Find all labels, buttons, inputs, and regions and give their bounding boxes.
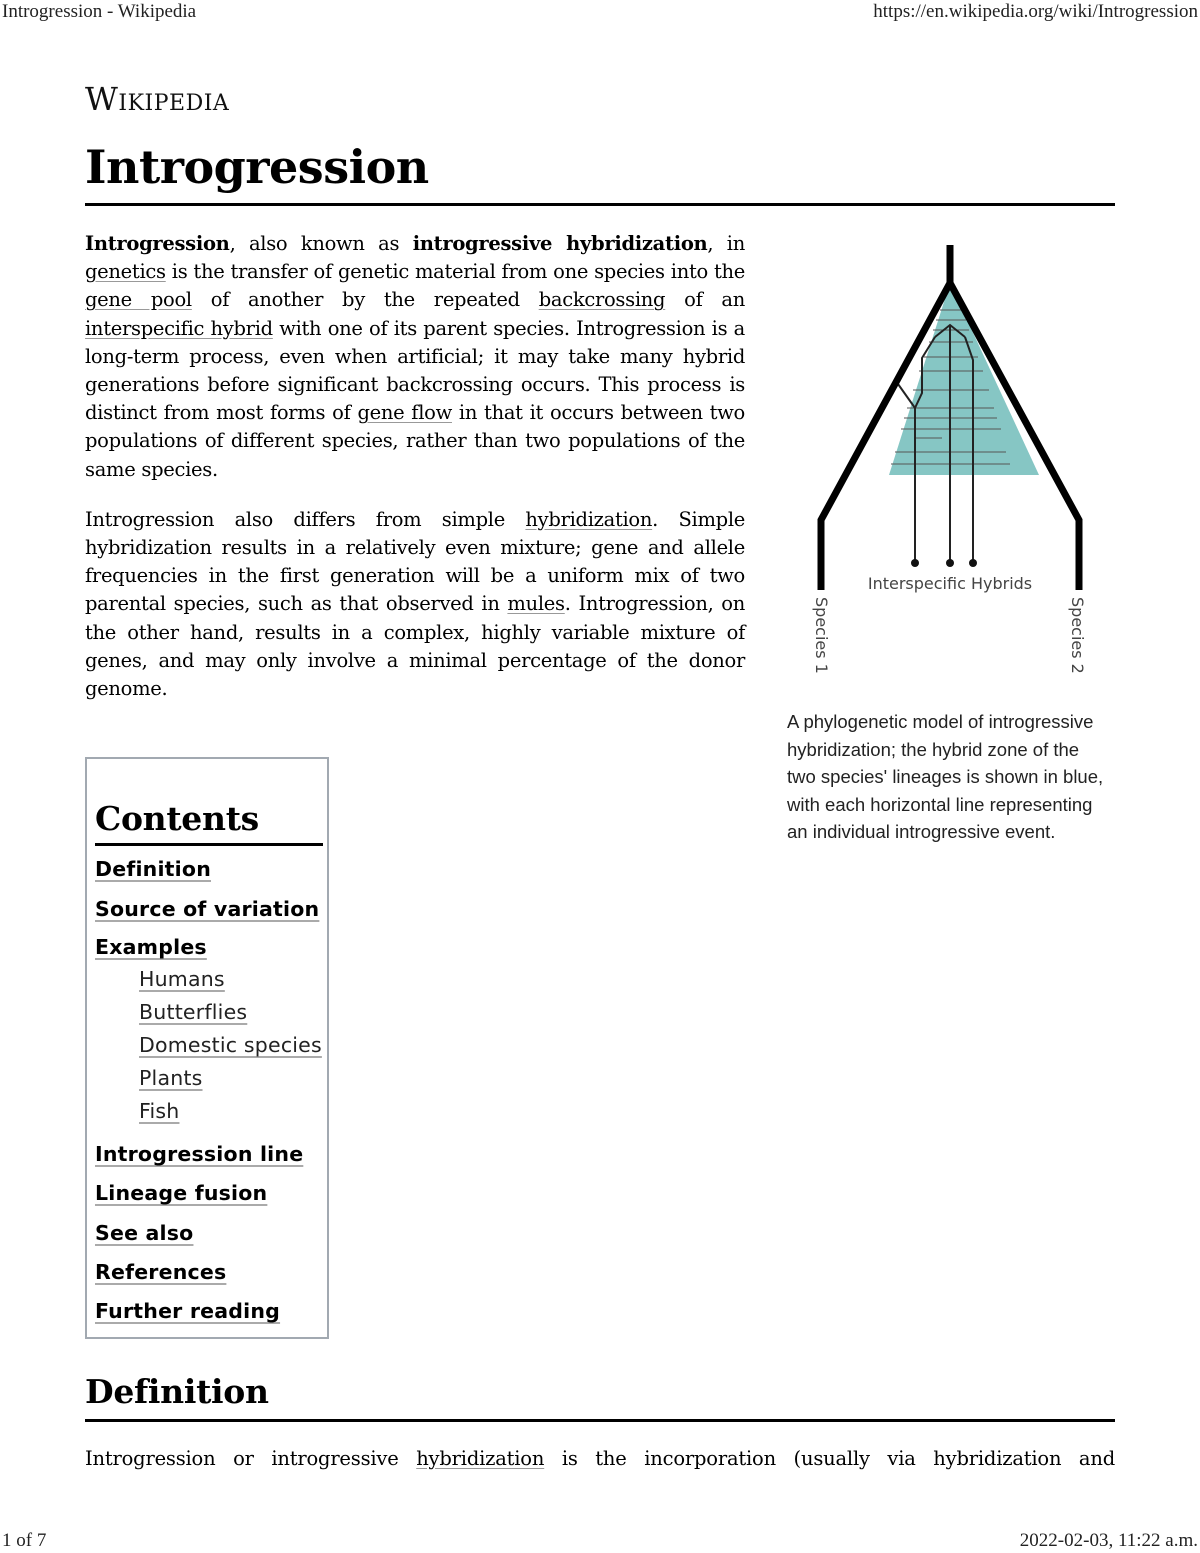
toc-divider (95, 843, 323, 846)
wikipedia-logo[interactable]: Wikipedia (85, 80, 230, 118)
link-backcrossing[interactable]: backcrossing (538, 288, 666, 312)
label-species-2: Species 2 (1068, 597, 1087, 674)
text: . Simple hybridization results in a relatively even mixture; gene and allele frequencies in the first generation will be a uniform mix of two parental species, such as that observed in (85, 507, 745, 616)
label-interspecific-hybrids: Interspecific Hybrids (867, 574, 1033, 593)
link-gene-flow[interactable]: gene flow (357, 401, 452, 425)
phylogenetic-diagram (800, 240, 1100, 690)
toc-title: Contents (95, 799, 259, 838)
page-title: Introgression (85, 140, 429, 194)
toc-item-references[interactable]: References (95, 1260, 227, 1284)
intro-paragraph-1 (85, 230, 745, 484)
print-header-url: https://en.wikipedia.org/wiki/Introgression (873, 1, 1198, 22)
toc-item-fish[interactable]: Fish (139, 1099, 180, 1123)
link-hybridization-2[interactable]: hybridization (416, 1447, 545, 1470)
article-intro (85, 230, 745, 703)
text: Introgression also differs from simple (85, 507, 526, 531)
print-footer-page: 1 of 7 (2, 1530, 47, 1551)
bold-term: Introgression (85, 232, 230, 255)
figure-caption: A phylogenetic model of introgressive hybridization; the hybrid zone of the two species' lineages is shown in blue, with each horizontal line representing an individual introgressive event. (787, 711, 1104, 842)
toc-item-see-also[interactable]: See also (95, 1221, 194, 1245)
hybrid-nodes (911, 559, 977, 567)
print-header-title: Introgression - Wikipedia (2, 1, 197, 22)
toc-item-definition[interactable]: Definition (95, 857, 211, 881)
text: is the transfer of genetic material from one species into the (165, 260, 745, 284)
text: Introgression or introgressive (85, 1447, 417, 1470)
toc-item-plants[interactable]: Plants (139, 1066, 203, 1090)
link-mules[interactable]: mules (507, 592, 565, 616)
toc-item-source-of-variation[interactable]: Source of variation (95, 897, 320, 921)
print-footer-datetime: 2022-02-03, 11:22 a.m. (1019, 1530, 1198, 1551)
text: in that it occurs between two populations of different species, rather than two populations of the same species. (85, 401, 745, 481)
link-gene-pool[interactable]: gene pool (85, 288, 192, 312)
text: of an (665, 288, 745, 312)
link-hybridization[interactable]: hybridization (525, 507, 653, 531)
table-of-contents (85, 757, 329, 1339)
section-divider (85, 1419, 1115, 1422)
title-divider (85, 203, 1115, 206)
link-interspecific-hybrid[interactable]: interspecific hybrid (85, 316, 273, 340)
text: with one of its parent species. Introgression is a long-term process, even when artificial; it may take many hybrid generations before significant backcrossing occurs. This process is distinct from most forms of (85, 316, 745, 425)
label-species-1: Species 1 (812, 597, 831, 674)
toc-item-butterflies[interactable]: Butterflies (139, 1000, 248, 1024)
phylogenetic-figure[interactable] (800, 240, 1100, 690)
text: , in (707, 232, 745, 255)
toc-item-domestic-species[interactable]: Domestic species (139, 1033, 322, 1057)
text: , also known as (229, 232, 413, 255)
toc-item-humans[interactable]: Humans (139, 967, 225, 991)
toc-item-further-reading[interactable]: Further reading (95, 1299, 281, 1323)
intro-paragraph-2 (85, 506, 745, 703)
bold-term: introgressive hybridization (412, 232, 708, 255)
text: of another by the repeated (191, 288, 539, 312)
definition-paragraph (85, 1445, 1115, 1473)
link-genetics[interactable]: genetics (85, 260, 166, 284)
toc-item-examples[interactable]: Examples (95, 935, 207, 959)
text: . Introgression, on the other hand, results in a complex, highly variable mixture of genes, and may only involve a minimal percentage of the donor genome. (85, 592, 745, 701)
text: is the incorporation (usually via hybridization and (544, 1447, 1115, 1470)
section-heading-definition: Definition (85, 1372, 269, 1411)
toc-item-introgression-line[interactable]: Introgression line (95, 1142, 304, 1166)
toc-item-lineage-fusion[interactable]: Lineage fusion (95, 1181, 268, 1205)
